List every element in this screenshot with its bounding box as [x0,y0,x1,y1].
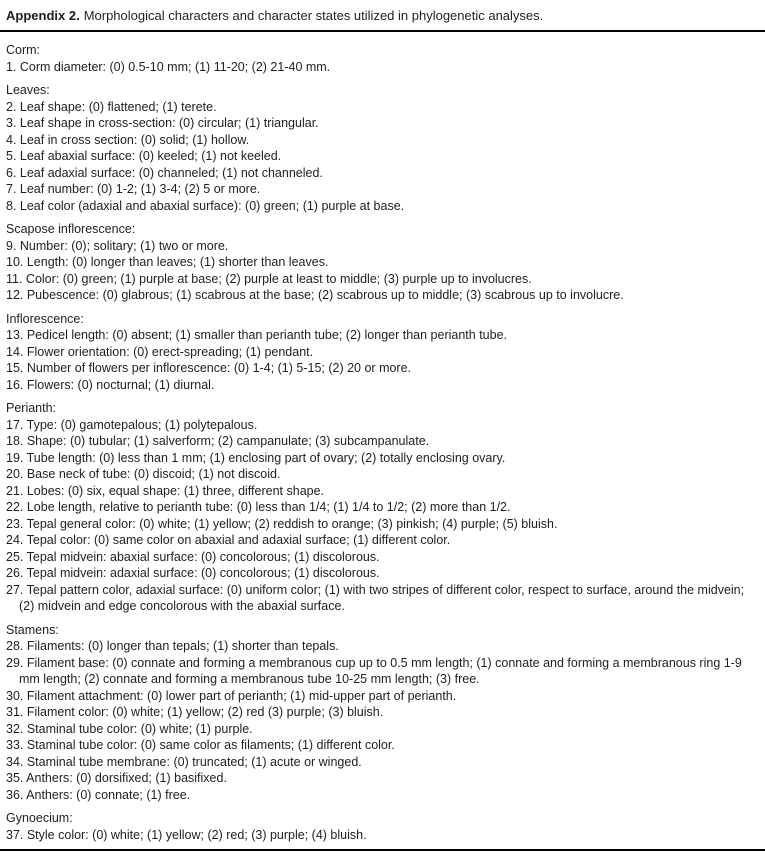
character-item: 4. Leaf in cross section: (0) solid; (1) hollow. [6,132,250,147]
character-item: 28. Filaments: (0) longer than tepals; (1) shorter than tepals. [6,639,339,653]
character-item: 32. Staminal tube color: (0) white; (1) purple. [6,721,253,736]
character-item: 27. Tepal pattern color, adaxial surface: (0) uniform color; (1) with two stripes of different color, respect to surface, around the midvein; (2) midvein and edge concolorous with the abaxial surface. [6,582,745,613]
character-section [6,82,759,214]
character-item: 18. Shape: (0) tubular; (1) salverform; (2) campanulate; (3) subcampanulate. [6,434,430,448]
appendix-number-label: Appendix 2. [6,8,80,23]
character-item: 16. Flowers: (0) nocturnal; (1) diurnal. [6,377,215,392]
character-section [6,42,759,75]
section-heading: Leaves: [6,83,50,97]
character-list [0,32,765,843]
bottom-rule [0,849,765,851]
character-item: 36. Anthers: (0) connate; (1) free. [6,787,191,802]
appendix-title [0,8,765,24]
character-item: 37. Style color: (0) white; (1) yellow; (2) red; (3) purple; (4) bluish. [6,827,367,842]
character-item: 22. Lobe length, relative to perianth tube: (0) less than 1/4; (1) 1/4 to 1/2; (2) more than 1/2. [6,500,511,514]
character-item: 19. Tube length: (0) less than 1 mm; (1) enclosing part of ovary; (2) totally enclosing ovary. [6,450,506,465]
character-section [6,221,759,304]
character-item: 1. Corm diameter: (0) 0.5-10 mm; (1) 11-20; (2) 21-40 mm. [6,59,331,74]
character-item: 6. Leaf adaxial surface: (0) channeled; (1) not channeled. [6,165,323,180]
character-item: 7. Leaf number: (0) 1-2; (1) 3-4; (2) 5 or more. [6,182,261,196]
section-heading: Gynoecium: [6,811,73,825]
character-item: 34. Staminal tube membrane: (0) truncated; (1) acute or winged. [6,754,362,769]
character-item: 3. Leaf shape in cross-section: (0) circular; (1) triangular. [6,116,319,130]
character-item: 12. Pubescence: (0) glabrous; (1) scabrous at the base; (2) scabrous up to middle; (3) scabrous up to involucre. [6,288,624,302]
character-section [6,400,759,615]
section-heading: Corm: [6,43,41,57]
character-section [6,810,759,843]
character-item: 26. Tepal midvein: adaxial surface: (0) concolorous; (1) discolorous. [6,566,380,580]
character-item: 31. Filament color: (0) white; (1) yellow; (2) red (3) purple; (3) bluish. [6,705,384,719]
character-item: 33. Staminal tube color: (0) same color as filaments; (1) different color. [6,738,395,752]
section-heading: Scapose inflorescence: [6,222,136,236]
character-item: 24. Tepal color: (0) same color on abaxial and adaxial surface; (1) different color. [6,533,451,547]
character-item: 10. Length: (0) longer than leaves; (1) shorter than leaves. [6,255,329,269]
character-item: 5. Leaf abaxial surface: (0) keeled; (1) not keeled. [6,149,282,163]
character-item: 13. Pedicel length: (0) absent; (1) smaller than perianth tube; (2) longer than perianth tube. [6,328,507,342]
character-item: 8. Leaf color (adaxial and abaxial surface): (0) green; (1) purple at base. [6,198,405,213]
character-item: 29. Filament base: (0) connate and forming a membranous cup up to 0.5 mm length; (1) connate and forming a membranous ring 1-9 mm length; (2) connate and forming a membranous tube 10-25 mm length; (3) free. [6,655,742,686]
character-item: 15. Number of flowers per inflorescence: (0) 1-4; (1) 5-15; (2) 20 or more. [6,361,412,375]
character-section [6,622,759,804]
character-item: 21. Lobes: (0) six, equal shape: (1) three, different shape. [6,483,325,498]
character-item: 14. Flower orientation: (0) erect-spreading; (1) pendant. [6,344,314,359]
section-heading: Perianth: [6,401,57,415]
section-heading: Inflorescence: [6,311,84,326]
character-item: 35. Anthers: (0) dorsifixed; (1) basifixed. [6,771,227,785]
character-item: 2. Leaf shape: (0) flattened; (1) terete. [6,99,217,114]
character-item: 20. Base neck of tube: (0) discoid; (1) not discoid. [6,467,281,481]
character-item: 9. Number: (0); solitary; (1) two or more. [6,238,229,253]
character-item: 25. Tepal midvein: abaxial surface: (0) concolorous; (1) discolorous. [6,549,380,564]
character-item: 23. Tepal general color: (0) white; (1) yellow; (2) reddish to orange; (3) pinkish; (4) purple; (5) bluish. [6,516,558,531]
appendix-caption: Morphological characters and character states utilized in phylogenetic analyses. [83,8,544,23]
character-item: 30. Filament attachment: (0) lower part of perianth; (1) mid-upper part of perianth. [6,688,457,703]
character-item: 11. Color: (0) green; (1) purple at base; (2) purple at least to middle; (3) purple up to involucres. [6,271,532,286]
character-section [6,311,759,394]
character-item: 17. Type: (0) gamotepalous; (1) polytepalous. [6,417,258,432]
section-heading: Stamens: [6,622,59,637]
